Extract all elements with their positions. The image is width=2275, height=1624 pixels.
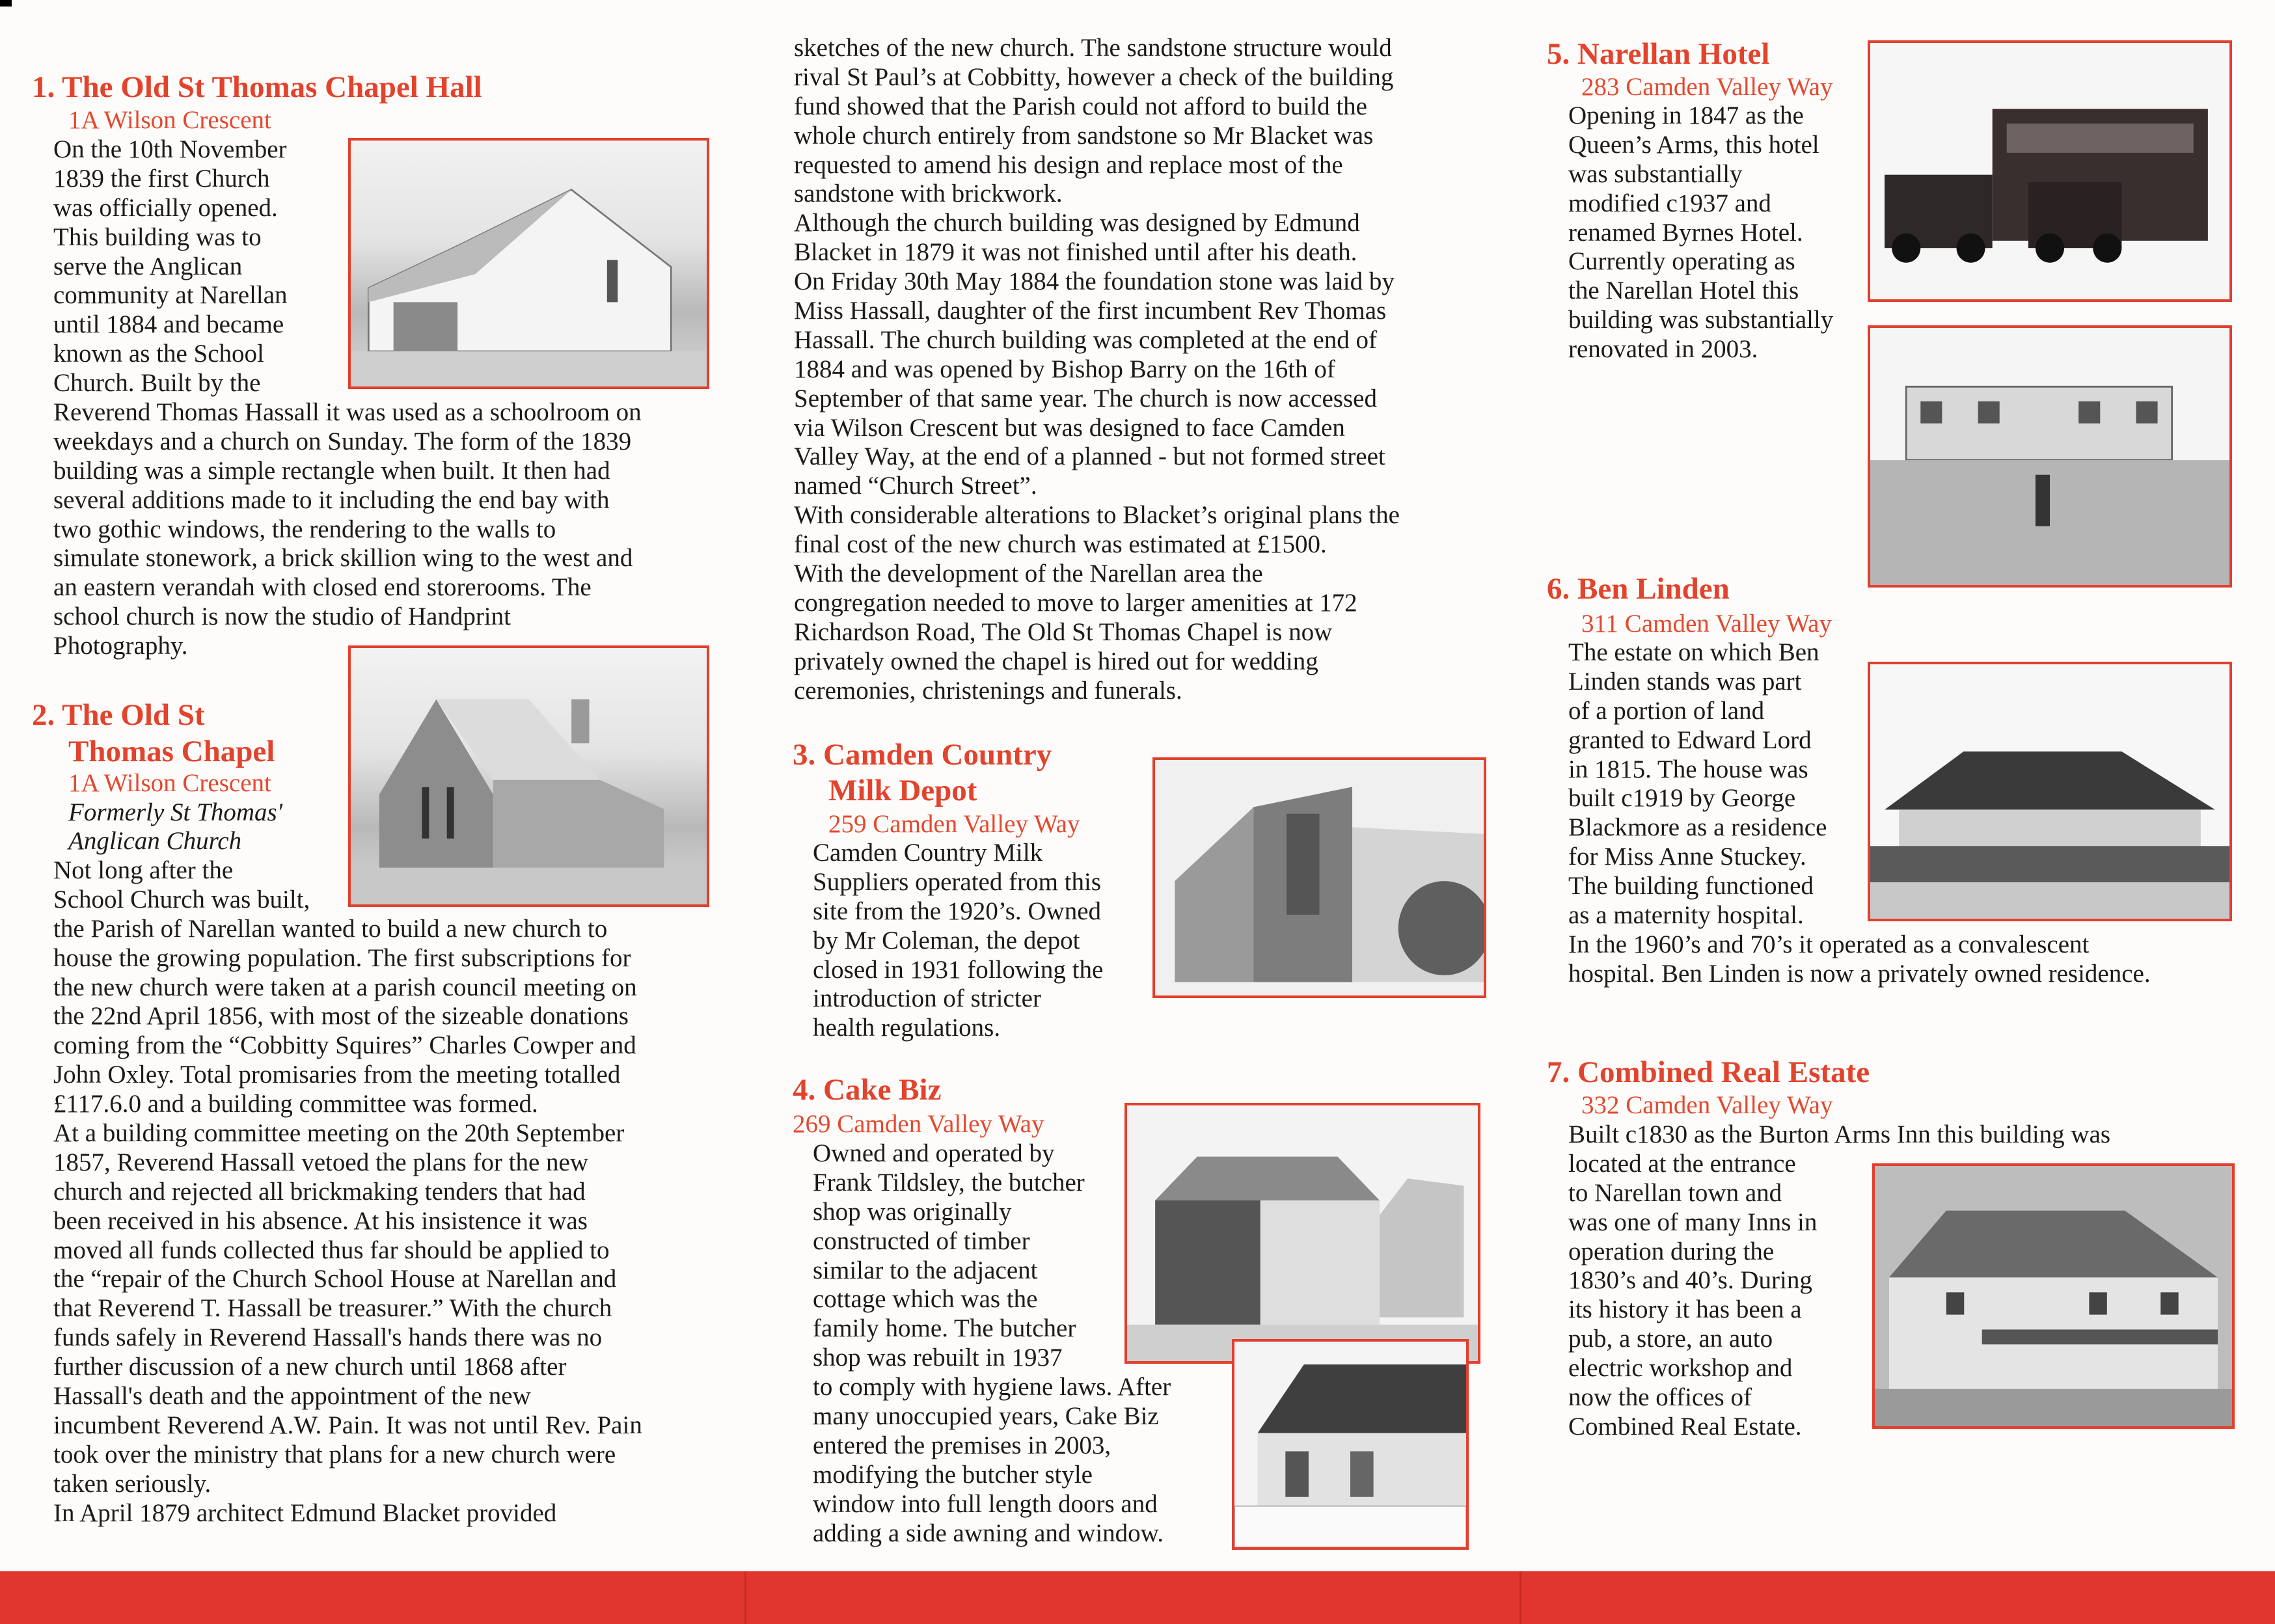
text-line: The building functioned xyxy=(1568,872,1814,900)
text-line: building was a simple rectangle when built. It then had xyxy=(53,456,610,485)
text-line: fund showed that the Parish could not afford to build the xyxy=(794,92,1367,120)
text-line: health regulations. xyxy=(813,1014,1001,1042)
text-line: window into full length doors and xyxy=(813,1489,1158,1518)
text-line: Camden Country Milk xyxy=(813,839,1043,867)
photo-milk-depot xyxy=(1152,757,1486,998)
text-line: Built c1830 as the Burton Arms Inn this building was xyxy=(1568,1120,2111,1148)
text-line: the Narellan Hotel this xyxy=(1568,277,1799,305)
section-6-address: 311 Camden Valley Way xyxy=(1581,610,1832,638)
section-7-address: 332 Camden Valley Way xyxy=(1581,1091,1833,1119)
text-line: was officially opened. xyxy=(53,193,278,222)
text-line: took over the ministry that plans for a new church were xyxy=(53,1440,616,1468)
section-3-body xyxy=(813,839,1103,1043)
section-number: 2. xyxy=(32,698,55,732)
text-line: requested to amend his design and replace most of the xyxy=(794,150,1343,179)
scan-corner-mark xyxy=(0,0,12,7)
text-line: the Parish of Narellan wanted to build a new church to xyxy=(53,914,608,943)
text-line: the “repair of the Church School House at Narellan and xyxy=(53,1265,617,1293)
text-line: sketches of the new church. The sandstone structure would xyxy=(794,34,1392,62)
text-line: Queen’s Arms, this hotel xyxy=(1568,130,1819,159)
text-line: rival St Paul’s at Cobbitty, however a check of the building xyxy=(794,62,1394,91)
text-line: moved all funds collected thus far should be applied to xyxy=(53,1236,610,1264)
section-title-text: Narellan Hotel xyxy=(1577,37,1770,71)
text-line: The estate on which Ben xyxy=(1568,638,1819,666)
text-line: constructed of timber xyxy=(813,1226,1030,1255)
section-2-body-continued xyxy=(794,34,1400,705)
text-line: hospital. Ben Linden is now a privately owned residence. xyxy=(1568,959,2151,988)
section-2-subtitle-2: Anglican Church xyxy=(68,827,242,855)
text-line: many unoccupied years, Cake Biz xyxy=(813,1402,1159,1431)
text-line: as a maternity hospital. xyxy=(1568,901,1804,930)
photo-cake-biz-cottage xyxy=(1232,1339,1469,1550)
text-line: by Mr Coleman, the depot xyxy=(813,926,1080,954)
text-line: Owned and operated by xyxy=(813,1139,1055,1167)
text-line: shop was originally xyxy=(813,1197,1012,1226)
text-line: Church. Built by the xyxy=(53,369,261,398)
text-line: pub, a store, an auto xyxy=(1568,1325,1773,1353)
section-5-body xyxy=(1568,102,1833,364)
section-3-address: 259 Camden Valley Way xyxy=(828,810,1080,838)
text-line: Miss Hassall, daughter of the first incumbent Rev Thomas xyxy=(794,297,1387,325)
text-line: was one of many Inns in xyxy=(1568,1208,1818,1236)
section-7-title xyxy=(1547,1054,1870,1090)
text-line: This building was to xyxy=(53,223,262,251)
section-title-text: Combined Real Estate xyxy=(1577,1055,1870,1089)
text-line: two gothic windows, the rendering to the walls to xyxy=(53,515,556,543)
text-line: house the growing population. The first subscriptions for xyxy=(53,943,631,972)
text-line: its history it has been a xyxy=(1568,1295,1802,1324)
text-line: ceremonies, christenings and funerals. xyxy=(794,676,1182,705)
text-line: cottage which was the xyxy=(813,1285,1038,1314)
text-line: Opening in 1847 as the xyxy=(1568,102,1804,129)
text-line: several additions made to it including the end bay with xyxy=(53,485,610,514)
text-line: for Miss Anne Stuckey. xyxy=(1568,843,1806,871)
footer-red-band xyxy=(0,1571,2275,1624)
text-line: sandstone with brickwork. xyxy=(794,180,1063,208)
text-line: 1857, Reverend Hassall vetoed the plans for the new xyxy=(53,1148,589,1176)
text-line: via Wilson Crescent but was designed to face Camden xyxy=(794,413,1345,442)
section-number: 5. xyxy=(1547,37,1570,71)
text-line: located at the entrance xyxy=(1568,1149,1796,1178)
text-line: Currently operating as xyxy=(1568,247,1795,276)
text-line: Although the church building was designed by Edmund xyxy=(794,209,1360,237)
section-6-title xyxy=(1547,571,1730,607)
text-line: building was substantially xyxy=(1568,306,1834,334)
section-2-address: 1A Wilson Crescent xyxy=(68,769,271,797)
text-line: an eastern verandah with closed end storerooms. The xyxy=(53,573,592,602)
photo-ben-linden xyxy=(1868,662,2232,921)
text-line: in 1815. The house was xyxy=(1568,755,1808,783)
text-line: Frank Tildsley, the butcher xyxy=(813,1168,1085,1197)
section-title-text: The Old St Thomas Chapel Hall xyxy=(62,70,482,104)
photo-byrnes-hotel xyxy=(1868,325,2232,588)
text-line: Linden stands was part xyxy=(1568,667,1802,696)
fold-crease xyxy=(744,1571,746,1624)
text-line: John Oxley. Total promisaries from the meeting totalled xyxy=(53,1061,621,1089)
text-line: been received in his absence. At his insistence it was xyxy=(53,1206,588,1235)
text-line: taken seriously. xyxy=(53,1469,211,1498)
text-line: With considerable alterations to Blacket’s original plans the xyxy=(794,501,1400,530)
section-4-body xyxy=(813,1139,1171,1548)
text-line: shop was rebuilt in 1937 xyxy=(813,1344,1063,1372)
text-line: that Reverend T. Hassall be treasurer.” With the church xyxy=(53,1294,612,1323)
section-2-title xyxy=(32,697,205,733)
text-line: whole church entirely from sandstone so Mr Blacket was xyxy=(794,121,1374,150)
section-title-text: Cake Biz xyxy=(823,1073,942,1107)
text-line: weekdays and a church on Sunday. The form of the 1839 xyxy=(53,427,632,455)
text-line: Richardson Road, The Old St Thomas Chapel is now xyxy=(794,617,1333,646)
text-line: modified c1937 and xyxy=(1568,189,1771,217)
text-line: Photography. xyxy=(53,632,188,660)
text-line: 1830’s and 40’s. During xyxy=(1568,1266,1812,1295)
text-line: In April 1879 architect Edmund Blacket provided xyxy=(53,1498,557,1527)
text-line: of a portion of land xyxy=(1568,696,1765,725)
section-2-subtitle-1: Formerly St Thomas' xyxy=(68,798,283,826)
text-line: On the 10th November xyxy=(53,135,287,163)
section-2-title-line2: Thomas Chapel xyxy=(68,735,275,768)
section-title-text: Camden Country xyxy=(823,738,1052,772)
text-line: On Friday 30th May 1884 the foundation stone was laid by xyxy=(794,267,1395,296)
section-number: 6. xyxy=(1547,572,1570,606)
text-line: 1884 and was opened by Bishop Barry on the 16th of xyxy=(794,355,1335,383)
text-line: renamed Byrnes Hotel. xyxy=(1568,218,1803,247)
section-number: 7. xyxy=(1547,1055,1570,1089)
section-number: 1. xyxy=(32,70,55,104)
text-line: School Church was built, xyxy=(53,885,310,914)
section-2-body xyxy=(53,856,642,1528)
text-line: school church is now the studio of Handprint xyxy=(53,602,511,631)
text-line: coming from the “Cobbitty Squires” Charles Cowper and xyxy=(53,1031,636,1060)
text-line: At a building committee meeting on the 20th September xyxy=(53,1119,625,1148)
text-line: serve the Anglican xyxy=(53,252,243,280)
text-line: funds safely in Reverend Hassall's hands there was no xyxy=(53,1323,603,1352)
text-line: incumbent Reverend A.W. Pain. It was not until Rev. Pain xyxy=(53,1411,642,1439)
text-line: congregation needed to move to larger amenities at 172 xyxy=(794,588,1357,617)
text-line: electric workshop and xyxy=(1568,1354,1793,1383)
section-4-address: 269 Camden Valley Way xyxy=(793,1110,1044,1138)
text-line: 1839 the first Church xyxy=(53,164,270,193)
photo-narellan-hotel-historic xyxy=(1868,40,2232,302)
text-line: Blackmore as a residence xyxy=(1568,813,1827,842)
text-line: granted to Edward Lord xyxy=(1568,725,1812,754)
text-line: to comply with hygiene laws. After xyxy=(813,1373,1171,1401)
section-title-text: Ben Linden xyxy=(1577,572,1730,606)
text-line: introduction of stricter xyxy=(813,984,1041,1013)
fold-crease xyxy=(1519,1571,1521,1624)
text-line: Valley Way, at the end of a planned - but not formed street xyxy=(794,442,1385,471)
text-line: closed in 1931 following the xyxy=(813,955,1104,984)
section-number: 3. xyxy=(793,738,816,772)
text-line: modifying the butcher style xyxy=(813,1460,1093,1489)
section-4-title xyxy=(793,1072,941,1108)
text-line: to Narellan town and xyxy=(1568,1178,1782,1207)
text-line: September of that same year. The church is now accessed xyxy=(794,384,1377,413)
text-line: similar to the adjacent xyxy=(813,1256,1038,1284)
text-line: community at Narellan xyxy=(53,281,288,310)
photo-chapel-hall xyxy=(348,138,709,389)
section-1-address: 1A Wilson Crescent xyxy=(68,106,271,134)
text-line: site from the 1920’s. Owned xyxy=(813,897,1102,925)
text-line: now the offices of xyxy=(1568,1383,1752,1412)
text-line: until 1884 and became xyxy=(53,310,284,339)
text-line: named “Church Street”. xyxy=(794,472,1037,500)
text-line: Reverend Thomas Hassall it was used as a schoolroom on xyxy=(53,398,642,427)
text-line: privately owned the chapel is hired out for wedding xyxy=(794,647,1318,675)
text-line: Hassall's death and the appointment of the new xyxy=(53,1382,531,1411)
photo-cake-biz-shop xyxy=(1124,1103,1480,1364)
text-line: Not long after the xyxy=(53,856,234,884)
text-line: further discussion of a new church until 1868 after xyxy=(53,1353,567,1381)
section-5-address: 283 Camden Valley Way xyxy=(1581,73,1833,101)
text-line: the 22nd April 1856, with most of the sizeable donations xyxy=(53,1002,629,1031)
text-line: simulate stonework, a brick skillion wing to the west and xyxy=(53,544,633,573)
text-line: In the 1960’s and 70’s it operated as a convalescent xyxy=(1568,930,2090,958)
text-line: Combined Real Estate. xyxy=(1568,1412,1802,1441)
text-line: £117.6.0 and a building committee was formed. xyxy=(53,1090,538,1118)
text-line: final cost of the new church was estimated at £1500. xyxy=(794,530,1327,559)
text-line: adding a side awning and window. xyxy=(813,1519,1164,1547)
photo-combined-real-estate xyxy=(1872,1163,2235,1429)
text-line: Blacket in 1879 it was not finished until after his death. xyxy=(794,238,1357,267)
section-title-text: The Old St xyxy=(62,698,205,732)
text-line: operation during the xyxy=(1568,1237,1775,1265)
text-line: the new church were taken at a parish council meeting on xyxy=(53,973,637,1001)
section-5-title xyxy=(1547,36,1769,72)
text-line: known as the School xyxy=(53,340,264,368)
section-number: 4. xyxy=(793,1073,816,1107)
text-line: With the development of the Narellan area the xyxy=(794,560,1263,588)
text-line: entered the premises in 2003, xyxy=(813,1431,1111,1459)
text-line: Suppliers operated from this xyxy=(813,867,1101,896)
section-3-title xyxy=(793,737,1052,773)
text-line: renovated in 2003. xyxy=(1568,335,1758,364)
text-line: church and rejected all brickmaking tenders that had xyxy=(53,1177,586,1206)
text-line: was substantially xyxy=(1568,159,1743,188)
text-line: family home. The butcher xyxy=(813,1314,1076,1343)
text-line: built c1919 by George xyxy=(1568,784,1796,813)
section-1-title xyxy=(32,69,482,105)
text-line: Hassall. The church building was completed at the end of xyxy=(794,325,1378,354)
section-3-title-line2: Milk Depot xyxy=(828,774,977,807)
